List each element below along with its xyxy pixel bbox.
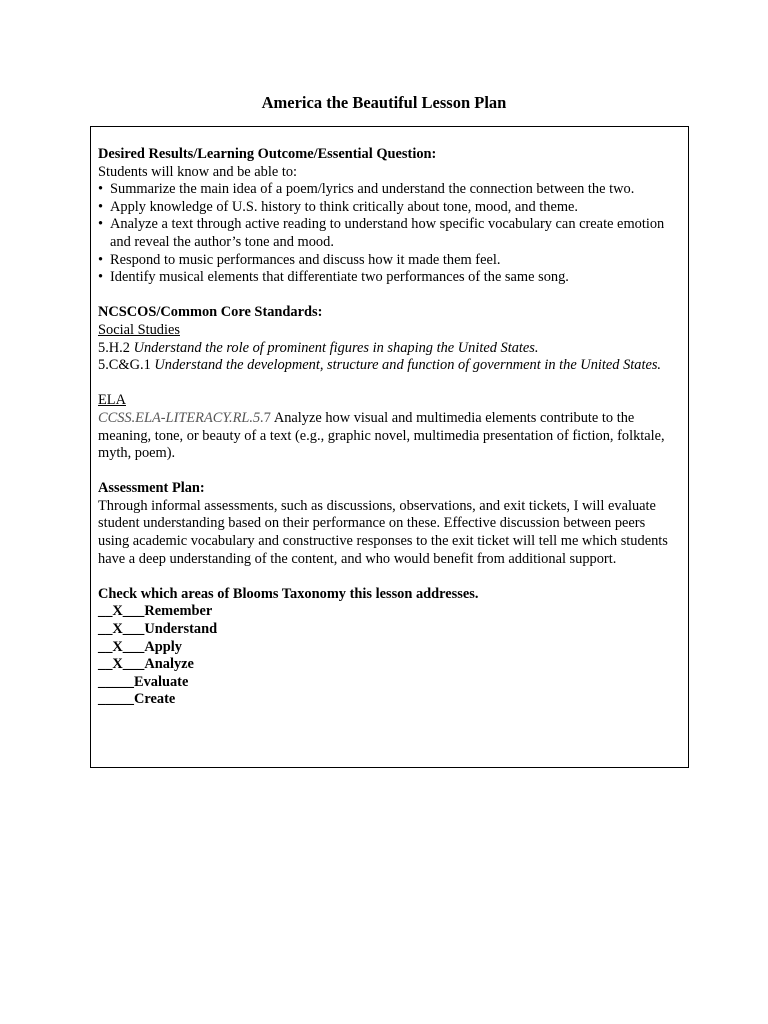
standard-ss1	[98, 340, 674, 358]
desired-results-intro: Students will know and be able to:	[98, 163, 298, 180]
standard-text: Analyze how visual and multimedia elements contribute to the meaning, tone, or beauty of a text (e.g., graphic novel, multimedia presentation of fiction, folktale, myth, poem).	[98, 409, 665, 462]
blooms-item-apply: __X___Apply	[98, 638, 182, 655]
standard-text: Understand the role of prominent figures in shaping the United States.	[133, 339, 539, 356]
blooms-item-understand: __X___Understand	[98, 621, 218, 638]
list-item: • Analyze a text through active reading to understand how specific vocabulary can create emotion and reveal the author’s tone and mood.	[98, 216, 674, 251]
blooms-checklist	[98, 603, 674, 709]
standard-ela	[98, 410, 674, 463]
blooms-item-create: _____Create	[98, 691, 176, 708]
spacer	[98, 568, 674, 586]
social-studies-label: Social Studies	[98, 321, 180, 338]
blooms-item-analyze: __X___Analyze	[98, 656, 194, 673]
blooms-item-remember: __X___Remember	[98, 603, 213, 620]
assessment-heading: Assessment Plan:	[98, 480, 205, 497]
list-item: • Summarize the main idea of a poem/lyrics and understand the connection between the two.	[98, 181, 674, 199]
ela-label: ELA	[98, 392, 126, 409]
blooms-item-evaluate: _____Evaluate	[98, 673, 189, 690]
list-item: • Identify musical elements that differentiate two performances of the same song.	[98, 269, 674, 287]
blooms-heading: Check which areas of Blooms Taxonomy this lesson addresses.	[98, 585, 479, 602]
lesson-plan-box	[90, 126, 689, 768]
spacer	[98, 375, 674, 393]
standard-text: Understand the development, structure and function of government in the United States.	[154, 357, 662, 374]
assessment-text: Through informal assessments, such as discussions, observations, and exit tickets, I will evaluate student understanding based on their performance on these. Effective discussion between peers using academic vocabulary and constructive responses to the exit ticket will tell me which students have a deep understanding of the content, and who would benefit from additional support.	[98, 497, 668, 567]
desired-results-heading: Desired Results/Learning Outcome/Essential Question:	[98, 146, 437, 162]
standard-code: 5.C&G.1	[98, 357, 151, 374]
spacer	[98, 463, 674, 481]
learning-outcomes-list	[98, 181, 674, 287]
standard-code: 5.H.2	[98, 339, 130, 356]
standard-ss2	[98, 357, 674, 375]
list-item: • Respond to music performances and discuss how it made them feel.	[98, 252, 674, 270]
standards-heading: NCSCOS/Common Core Standards:	[98, 304, 323, 321]
standard-code: CCSS.ELA-LITERACY.RL.5.	[98, 409, 264, 426]
standard-code-digit: 7	[263, 409, 271, 426]
spacer	[98, 287, 674, 305]
list-item: • Apply knowledge of U.S. history to think critically about tone, mood, and theme.	[98, 199, 674, 217]
document-title: America the Beautiful Lesson Plan	[261, 93, 507, 112]
